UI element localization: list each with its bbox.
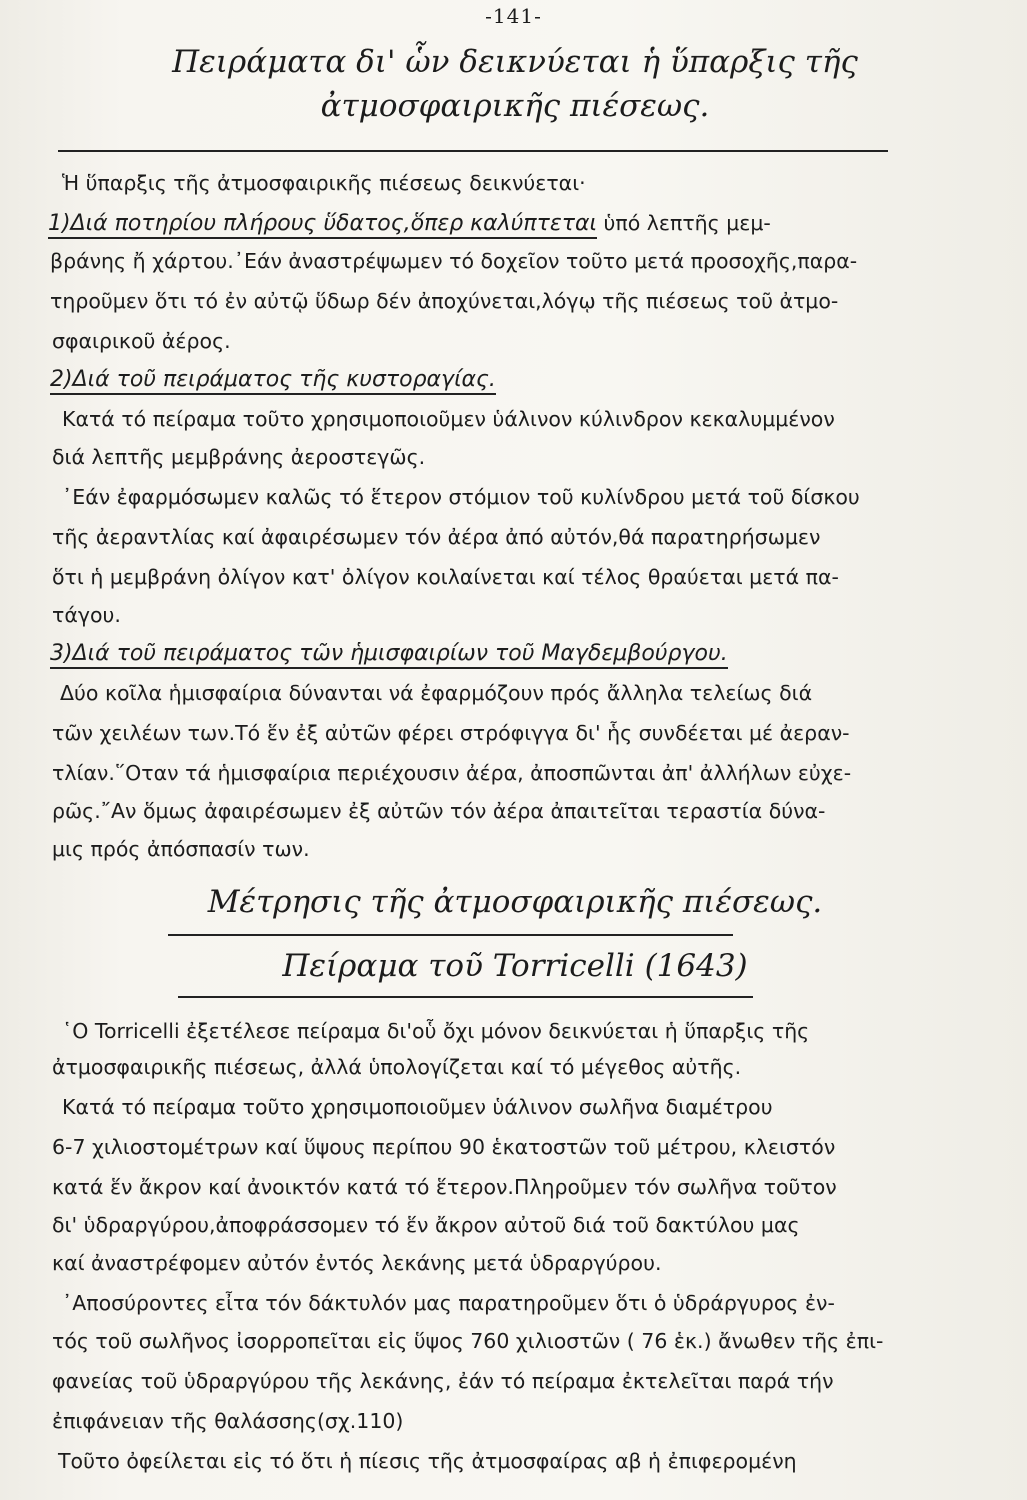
item3-line-1: Δύο κοῖλα ἡμισφαίρια δύνανται νά ἐφαρμόζουν πρός ἄλληλα τελείως διά [60,681,813,705]
torricelli-title-rule [178,996,753,998]
item2-line-3: ᾿Εάν ἐφαρμόσωμεν καλῶς τό ἕτερον στόμιον τοῦ κυλίνδρου μετά τοῦ δίσκου [62,485,860,509]
item2-line-heading [50,364,496,395]
item3-line-2: τῶν χειλέων των.Τό ἕν ἐξ αὐτῶν φέρει στρόφιγγα δι' ἧς συνδέεται μέ ἀεραν- [52,721,850,745]
torricelli-line-7: καί ἀναστρέφομεν αὐτόν ἐντός λεκάνης μετά ὑδραργύρου. [52,1251,662,1275]
item3-line-4: ρῶς.῎Αν ὅμως ἀφαιρέσωμεν ἐξ αὐτῶν τόν ἀέρα ἀπαιτεῖται τεραστία δύνα- [52,799,826,823]
torricelli-line-3: Κατά τό πείραμα τοῦτο χρησιμοποιοῦμεν ὑάλινον σωλῆνα διαμέτρου [62,1095,773,1119]
item2-heading: 2)Διά τοῦ πειράματος τῆς κυστοραγίας. [50,367,496,395]
torricelli-title: Πείραμα τοῦ Torricelli (1643) [282,948,748,984]
torricelli-line-10: φανείας τοῦ ὑδραργύρου τῆς λεκάνης, ἐάν τό πείραμα ἐκτελεῖται παρά τήν [52,1369,834,1393]
page-number: -141- [485,4,542,28]
torricelli-line-5: κατά ἕν ἄκρον καί ἀνοικτόν κατά τό ἕτερον.Πληροῦμεν τόν σωλῆνα τοῦτον [52,1175,837,1199]
item1-line-4: σφαιρικοῦ ἀέρος. [52,329,231,353]
intro-text: Ἡ ὕπαρξις τῆς ἀτμοσφαιρικῆς πιέσεως δεικνύεται· [62,171,586,195]
section-title-line-1: Πειράματα δι' ὧν δεικνύεται ἡ ὕπαρξις τῆς [172,44,858,80]
torricelli-line-4: 6-7 χιλιοστομέτρων καί ὕψους περίπου 90 ἑκατοστῶν τοῦ μέτρου, κλειστόν [52,1135,836,1159]
section-title-line-2: ἀτμοσφαιρικῆς πιέσεως. [320,88,710,124]
item2-line-2: διά λεπτῆς μεμβράνης ἀεροστεγῶς. [52,445,426,469]
title-rule [58,150,888,152]
item1-heading: 1)Διά ποτηρίου πλήρους ὕδατος,ὅπερ καλύπτεται [48,211,597,239]
torricelli-line-12: Τοῦτο ὀφείλεται εἰς τό ὅτι ἡ πίεσις τῆς ἀτμοσφαίρας αβ ἡ ἐπιφερομένη [58,1449,797,1473]
measurement-title: Μέτρησις τῆς ἀτμοσφαιρικῆς πιέσεως. [207,884,823,920]
item3-heading: 3)Διά τοῦ πειράματος τῶν ἡμισφαιρίων τοῦ Μαγδεμβούργου. [50,641,728,669]
item3-line-5: μις πρός ἀπόσπασίν των. [52,837,310,861]
item1-line-2: βράνης ἤ χάρτου.᾿Εάν ἀναστρέψωμεν τό δοχεῖον τοῦτο μετά προσοχῆς,παρα- [50,249,858,273]
item1-line-1 [48,208,771,239]
item3-line-heading [50,638,728,669]
measurement-title-rule [168,934,733,936]
item2-line-6: τάγου. [52,603,121,627]
item2-line-4: τῆς ἀεραντλίας καί ἀφαιρέσωμεν τόν ἀέρα ἀπό αὐτόν,θά παρατηρήσωμεν [52,525,821,549]
torricelli-line-9: τός τοῦ σωλῆνος ἰσορροπεῖται εἰς ὕψος 760 χιλιοστῶν ( 76 ἑκ.) ἄνωθεν τῆς ἐπι- [52,1329,884,1353]
torricelli-line-6: δι' ὑδραργύρου,ἀποφράσσομεν τό ἕν ἄκρον αὐτοῦ διά τοῦ δακτύλου μας [52,1213,800,1237]
torricelli-line-1: ῾Ο Torricelli ἐξετέλεσε πείραμα δι'οὗ ὄχι μόνον δεικνύεται ἡ ὕπαρξις τῆς [62,1019,810,1043]
torricelli-line-11: ἐπιφάνειαν τῆς θαλάσσης(σχ.110) [52,1409,404,1433]
item2-line-1: Κατά τό πείραμα τοῦτο χρησιμοποιοῦμεν ὑάλινον κύλινδρον κεκαλυμμένον [62,407,835,431]
item2-line-5: ὅτι ἡ μεμβράνη ὀλίγον κατ' ὀλίγον κοιλαίνεται καί τέλος θραύεται μετά πα- [52,565,839,589]
item3-line-3: τλίαν.῞Οταν τά ἡμισφαίρια περιέχουσιν ἀέρα, ἀποσπῶνται ἀπ' ἀλλήλων εὐχε- [52,761,852,785]
torricelli-line-8: ᾿Αποσύροντες εἶτα τόν δάκτυλόν μας παρατηροῦμεν ὅτι ὁ ὑδράργυρος ἐν- [62,1291,835,1315]
torricelli-line-2: ἀτμοσφαιρικῆς πιέσεως, ἀλλά ὑπολογίζεται καί τό μέγεθος αὐτῆς. [52,1055,742,1079]
item1-line-1-rest: ὑπό λεπτῆς μεμ- [603,211,771,235]
item1-line-3: τηροῦμεν ὅτι τό ἐν αὐτῷ ὕδωρ δέν ἀποχύνεται,λόγῳ τῆς πιέσεως τοῦ ἀτμο- [50,289,839,313]
